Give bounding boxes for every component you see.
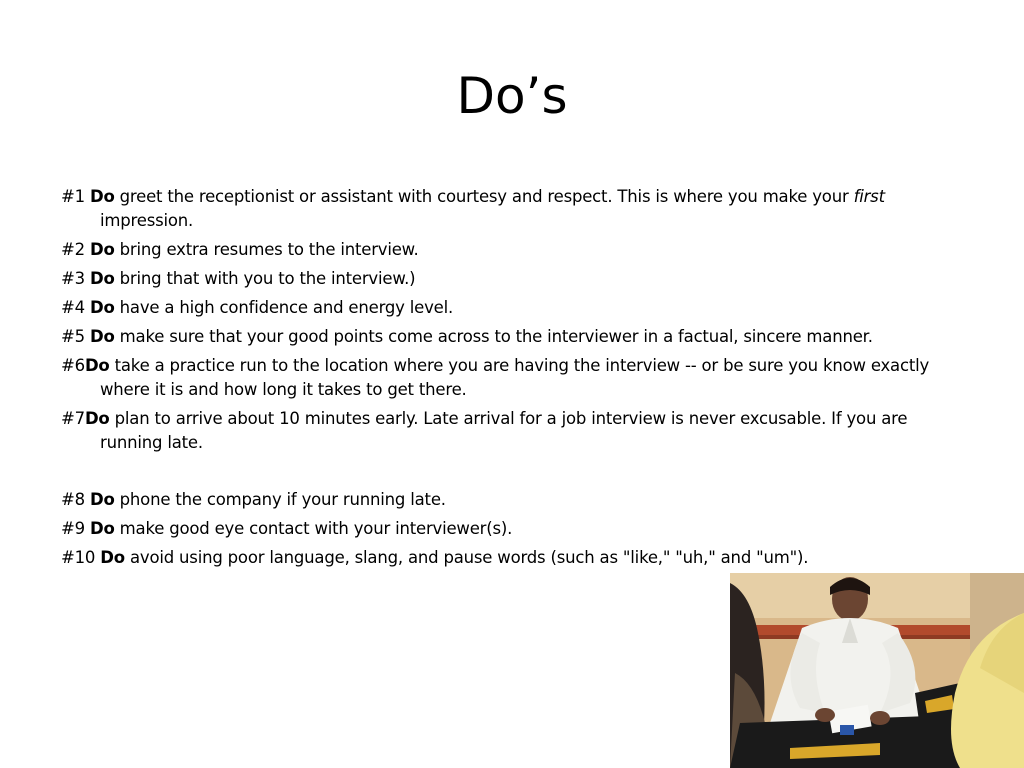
- list-item: #8 Do phone the company if your running late.: [61, 490, 446, 509]
- list-item: #2 Do bring extra resumes to the interview.: [61, 240, 419, 259]
- list-item: #6Do take a practice run to the location where you are having the interview -- or be sure you know exactly where it is and how long it takes to get there.: [61, 356, 930, 399]
- list-item: #1 Do greet the receptionist or assistant with courtesy and respect. This is where you make your first impression.: [61, 187, 885, 230]
- list-item: #3 Do bring that with you to the interview.): [61, 269, 416, 288]
- bullet-list: [61, 185, 941, 575]
- list-item: #9 Do make good eye contact with your interviewer(s).: [61, 519, 513, 538]
- list-item: #7Do plan to arrive about 10 minutes early. Late arrival for a job interview is never excusable. If you are running late.: [61, 409, 908, 452]
- slide-title: Do’s: [456, 67, 568, 125]
- slide-photo: [730, 573, 1024, 768]
- list-item: #4 Do have a high confidence and energy level.: [61, 298, 454, 317]
- list-item: #5 Do make sure that your good points come across to the interviewer in a factual, sincere manner.: [61, 327, 873, 346]
- photo-icon: [730, 573, 1024, 768]
- list-item: #10 Do avoid using poor language, slang, and pause words (such as "like," "uh," and "um").: [61, 548, 809, 567]
